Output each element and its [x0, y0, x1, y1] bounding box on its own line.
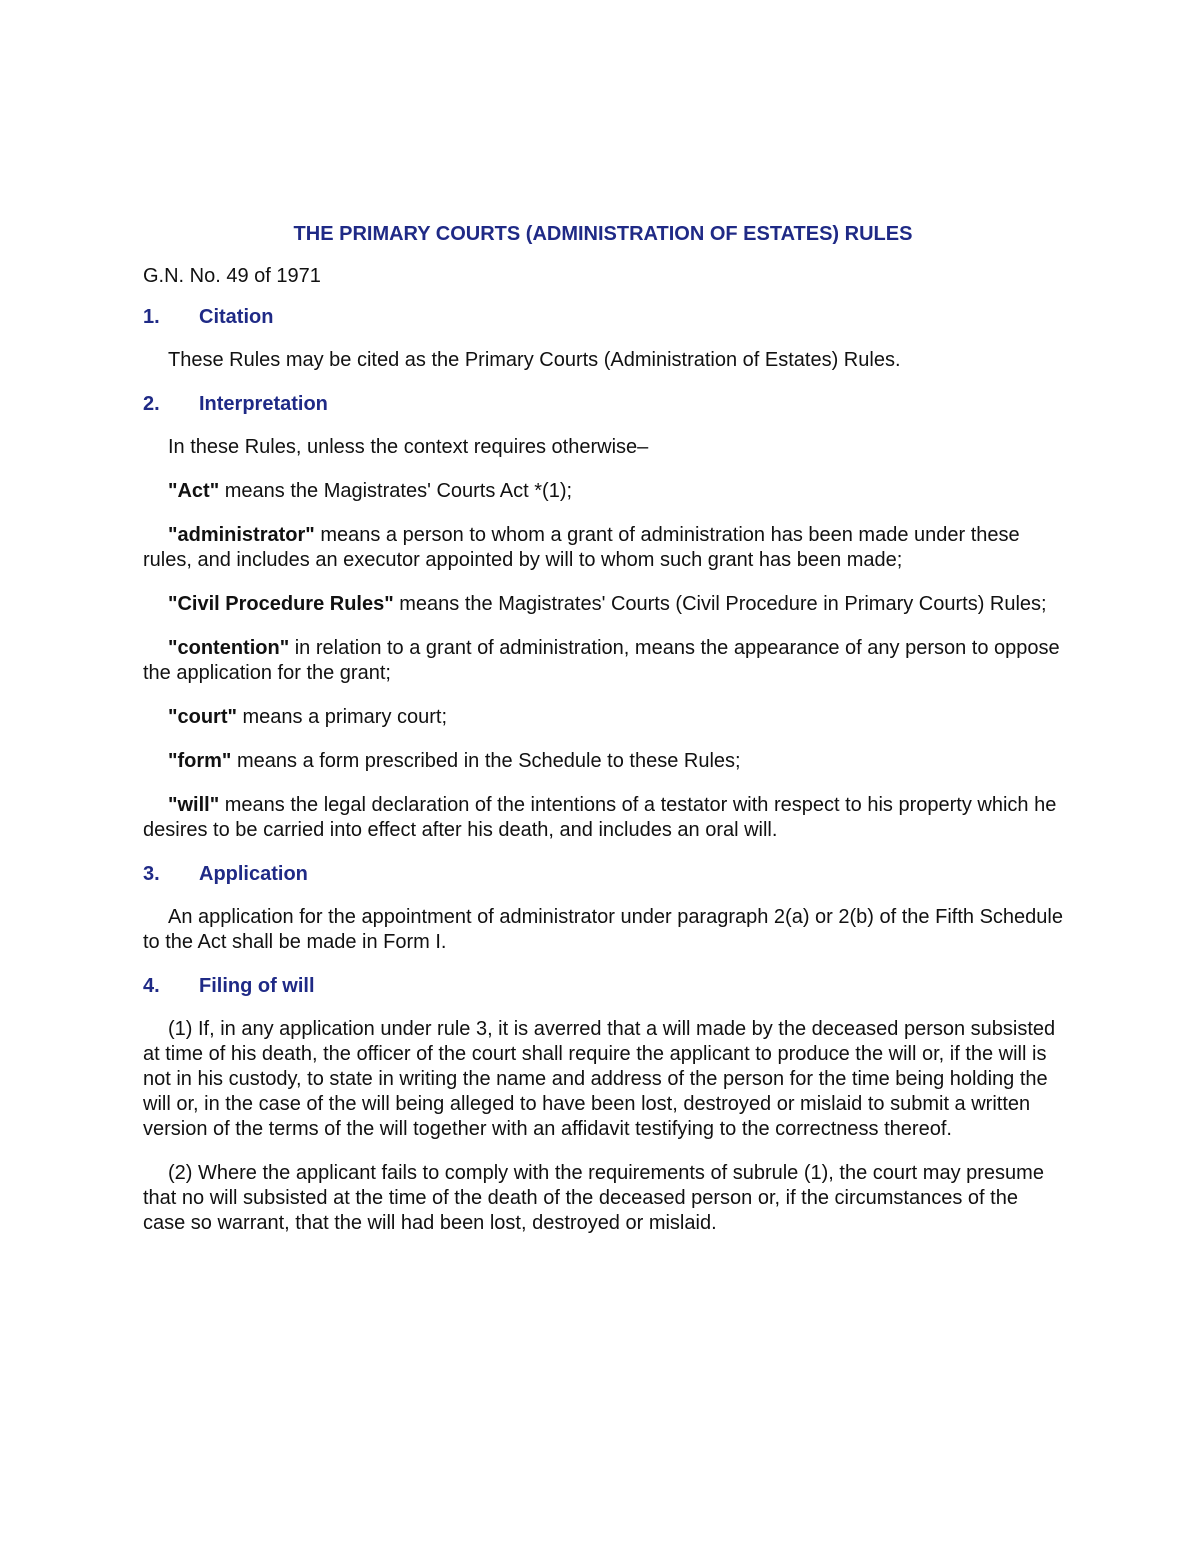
section-heading-citation: [143, 305, 1063, 330]
definition-contention: [143, 636, 1063, 686]
document-page: [143, 222, 1063, 1255]
definition-term: "court": [168, 706, 237, 728]
section-number: 1.: [143, 306, 160, 328]
section-number: 2.: [143, 393, 160, 415]
definition-term: "contention": [168, 637, 290, 659]
definition-text: means a primary court;: [236, 706, 448, 728]
gazette-notice: G.N. No. 49 of 1971: [143, 265, 321, 287]
application-text: An application for the appointment of administrator under paragraph 2(a) or 2(b) of the Fifth Schedule to the Act shall be made in Form I.: [143, 906, 1063, 953]
definition-form: [143, 749, 1063, 774]
filing-of-will-subrule-2: (2) Where the applicant fails to comply with the requirements of subrule (1), the court may presume that no will subsisted at the time of the death of the deceased person or, if the circumstances of the case so warrant, that the will had been lost, destroyed or mislaid.: [143, 1162, 1044, 1234]
section-heading-interpretation: [143, 392, 1063, 417]
interpretation-intro: In these Rules, unless the context requires otherwise–: [168, 436, 649, 458]
definition-text: in relation to a grant of administration, means the appearance of any person to oppose the application for the grant;: [143, 637, 1060, 684]
filing-of-will-subrule-1: (1) If, in any application under rule 3, it is averred that a will made by the deceased person subsisted at time of his death, the officer of the court shall require the applicant to produce the will or, if the will is not in his custody, to state in writing the name and address of the person for the time being holding the will or, in the case of the will being alleged to have been lost, destroyed or mislaid to submit a written version of the terms of the will together with an affidavit testifying to the correctness thereof.: [143, 1018, 1056, 1140]
section-heading-application: [143, 862, 1063, 887]
definition-term: "Civil Procedure Rules": [168, 593, 394, 615]
definition-court: [143, 705, 1063, 730]
definition-term: "administrator": [168, 524, 315, 546]
citation-text: These Rules may be cited as the Primary Courts (Administration of Estates) Rules.: [168, 349, 901, 371]
definition-term: "Act": [168, 480, 220, 502]
definition-administrator: [143, 523, 1063, 573]
definition-text: means the Magistrates' Courts (Civil Procedure in Primary Courts) Rules;: [393, 593, 1047, 615]
definition-civil-procedure-rules: [143, 592, 1063, 617]
definition-act: [143, 479, 1063, 504]
definition-text: means a person to whom a grant of administration has been made under these rules, and includes an executor appointed by will to whom such grant has been made;: [143, 524, 1020, 571]
definition-term: "will": [168, 794, 220, 816]
section-title: Filing of will: [199, 975, 315, 997]
section-title: Citation: [199, 306, 274, 328]
definition-will: [143, 793, 1063, 843]
definition-text: means the Magistrates' Courts Act *(1);: [219, 480, 573, 502]
section-title: Interpretation: [199, 393, 328, 415]
definition-text: means a form prescribed in the Schedule to these Rules;: [231, 750, 741, 772]
section-number: 4.: [143, 975, 160, 997]
definition-term: "form": [168, 750, 232, 772]
document-title: THE PRIMARY COURTS (ADMINISTRATION OF ESTATES) RULES: [293, 223, 913, 245]
definition-text: means the legal declaration of the intentions of a testator with respect to his property which he desires to be carried into effect after his death, and includes an oral will.: [143, 794, 1057, 841]
section-heading-filing-of-will: [143, 974, 1063, 999]
section-title: Application: [199, 863, 308, 885]
section-number: 3.: [143, 863, 160, 885]
